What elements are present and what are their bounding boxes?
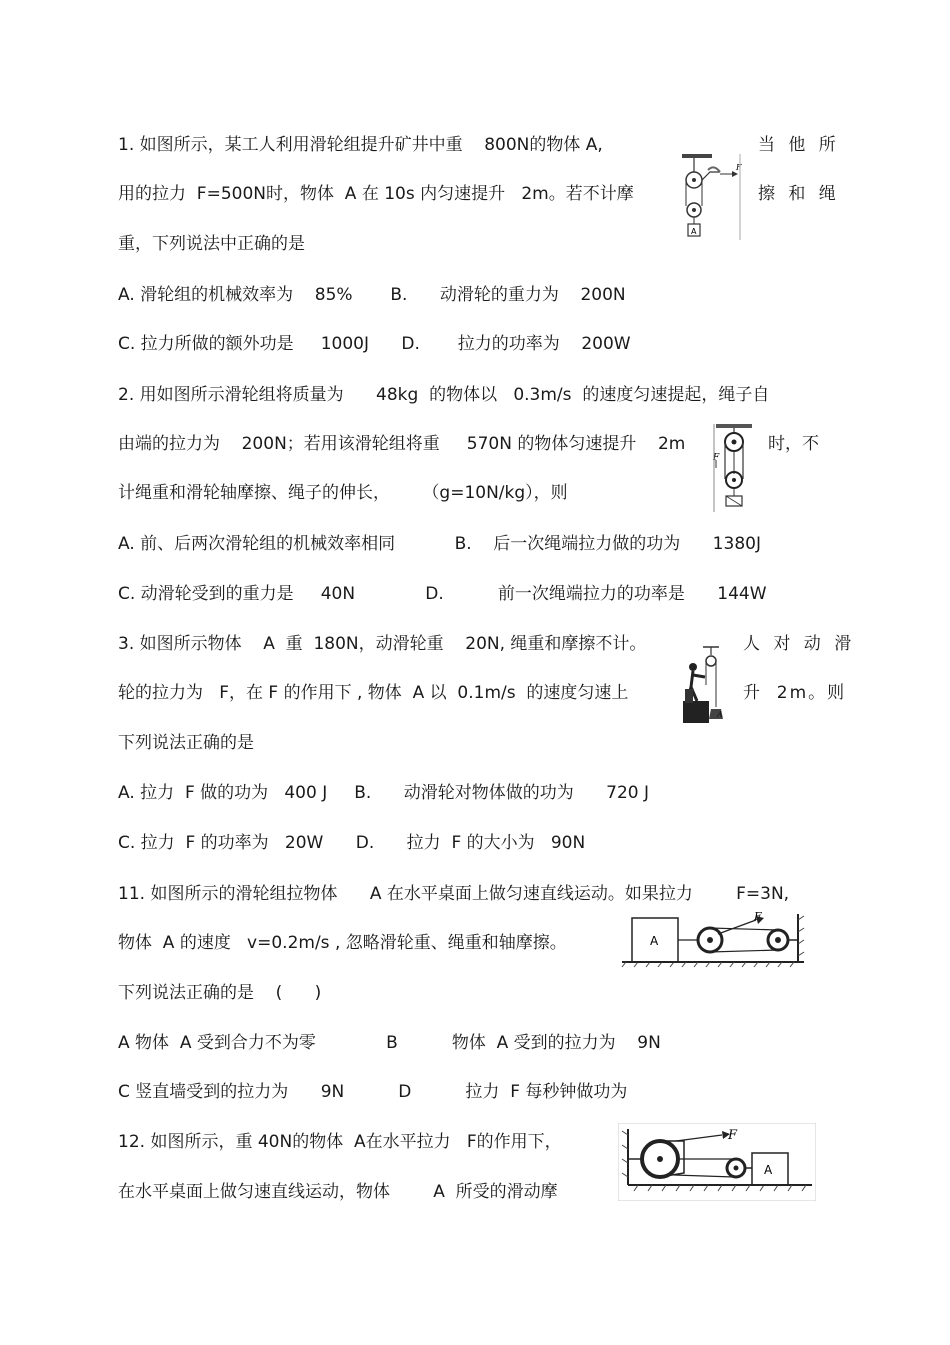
q11-fig-force-label: F	[754, 910, 762, 923]
q1-fig-label-a: A	[691, 227, 697, 236]
q2-fig-label-f: F	[713, 453, 720, 463]
q1-pulley-figure	[680, 154, 744, 240]
q11-line-1: 11. 如图所示的滑轮组拉物体 A 在水平桌面上做匀速直线运动。如果拉力 F=3N,	[118, 884, 790, 904]
q1-line-1: 1. 如图所示，某工人利用滑轮组提升矿井中重 800N的物体 A,	[118, 135, 603, 155]
q2-line-2: 由端的拉力为 200N；若用该滑轮组将重 570N 的物体匀速提升 2m	[118, 434, 686, 454]
q2-line-1: 2. 用如图所示滑轮组将质量为 48kg 的物体以 0.3m/s 的速度匀速提起，绳子自	[118, 385, 770, 405]
q3-fig-label-a: A	[717, 710, 723, 719]
q12-line-1: 12. 如图所示，重 40N的物体 A在水平拉力 F的作用下，	[118, 1132, 562, 1152]
q3-option-a-b: A. 拉力 F 做的功为 400 J B. 动滑轮对物体做的功为 720 J	[118, 783, 650, 803]
q3-line-1: 3. 如图所示物体 A 重 180N，动滑轮重 20N, 绳重和摩擦不计。	[118, 634, 647, 654]
q11-horizontal-pulley-figure	[618, 910, 808, 968]
q12-line-2: 在水平桌面上做匀速直线运动，物体 A 所受的滑动摩	[118, 1182, 558, 1202]
q3-line-2: 轮的拉力为 F，在 F 的作用下 , 物体 A 以 0.1m/s 的速度匀速上	[118, 683, 629, 703]
q1-fig-label-f: F	[736, 163, 742, 172]
q2-line-2-right: 时，不	[768, 434, 819, 454]
q3-person-pulley-figure	[681, 645, 727, 725]
q2-option-a-b: A. 前、后两次滑轮组的机械效率相同 B. 后一次绳端拉力做的功为 1380J	[118, 534, 761, 554]
q12-fig-force-label: F	[728, 1128, 738, 1143]
q1-line-3: 重，下列说法中正确的是	[118, 234, 305, 254]
q1-option-c-d: C. 拉力所做的额外功是 1000J D. 拉力的功率为 200W	[118, 334, 631, 354]
q2-line-3: 计绳重和滑轮轴摩擦、绳子的伸长， （g=10N/kg），则	[118, 483, 568, 503]
q1-line-2-right: 擦 和 绳	[758, 184, 840, 204]
q12-horizontal-pulley-figure	[618, 1123, 816, 1201]
q3-line-3: 下列说法正确的是	[118, 733, 254, 753]
q12-fig-block-label: A	[764, 1163, 773, 1177]
q3-line-1-right: 人 对 动 滑	[743, 634, 856, 654]
q11-fig-block-label: A	[650, 934, 659, 948]
q11-option-c-d: C 竖直墙受到的拉力为 9N D 拉力 F 每秒钟做功为	[118, 1082, 628, 1102]
q11-line-3: 下列说法正确的是 ( )	[118, 983, 322, 1003]
q2-option-c-d: C. 动滑轮受到的重力是 40N D. 前一次绳端拉力的功率是 144W	[118, 584, 767, 604]
q3-option-c-d: C. 拉力 F 的功率为 20W D. 拉力 F 的大小为 90N	[118, 833, 586, 853]
q1-line-1-right: 当 他 所	[758, 135, 840, 155]
q3-line-2-right: 升 2m。则	[743, 683, 847, 703]
q2-pulley-figure	[712, 424, 756, 512]
q1-line-2: 用的拉力 F=500N时，物体 A 在 10s 内匀速提升 2m。若不计摩	[118, 184, 634, 204]
q11-option-a-b: A 物体 A 受到合力不为零 B 物体 A 受到的拉力为 9N	[118, 1033, 661, 1053]
q1-option-a-b: A. 滑轮组的机械效率为 85% B. 动滑轮的重力为 200N	[118, 285, 626, 305]
q11-line-2: 物体 A 的速度 v=0.2m/s , 忽略滑轮重、绳重和轴摩擦。	[118, 933, 567, 953]
